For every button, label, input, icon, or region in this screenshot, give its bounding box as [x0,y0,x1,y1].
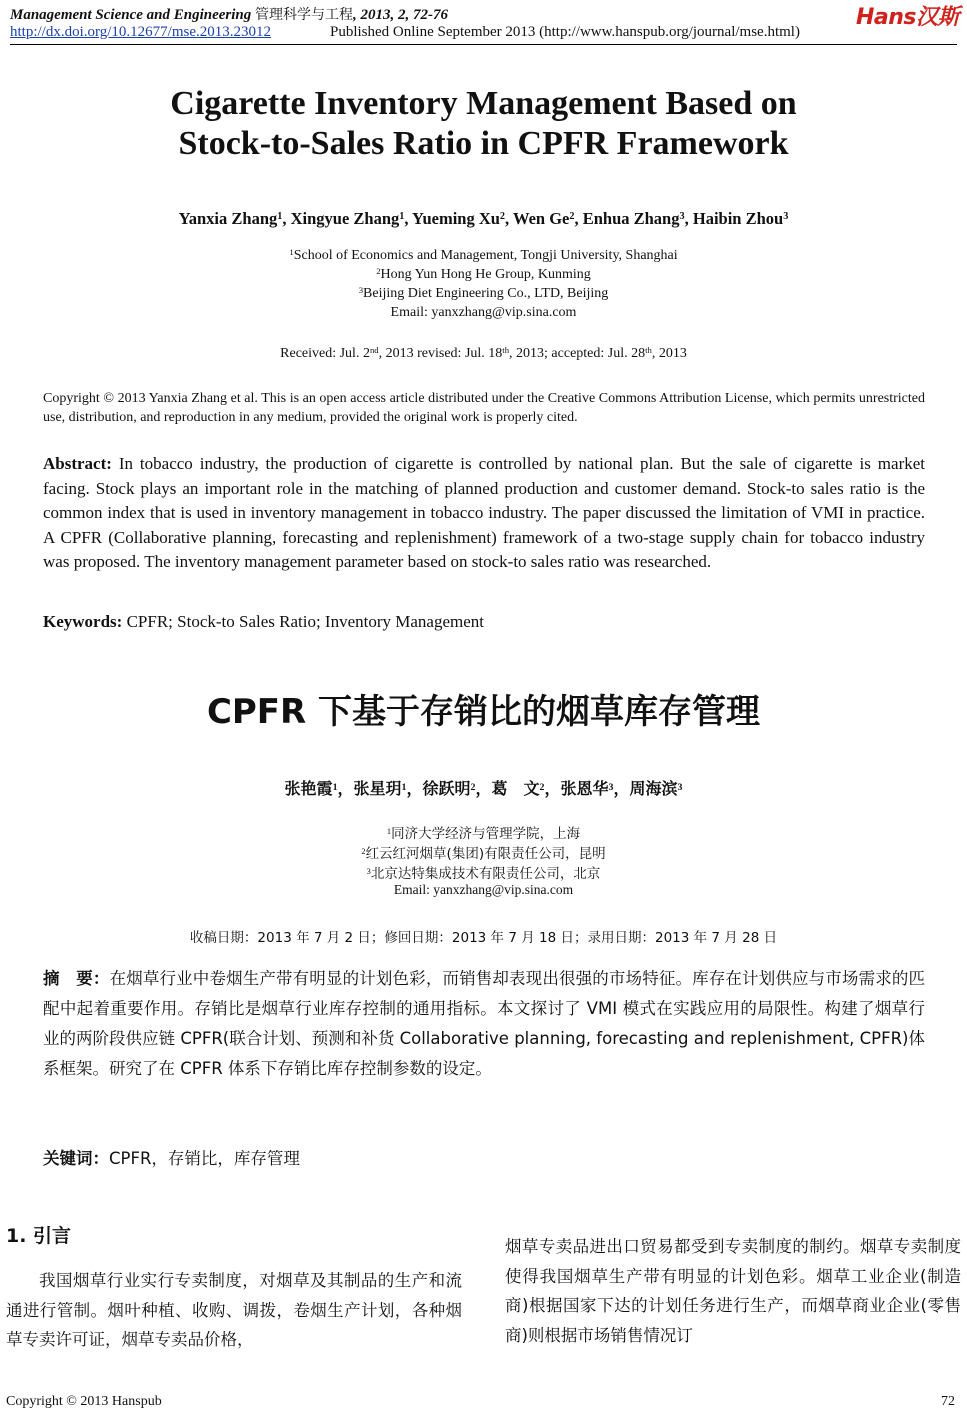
keywords-cn [43,1145,300,1169]
affiliation-en: $^3$Beijing Diet Engineering Co., LTD, Beijing [358,285,609,301]
paper-title-en: Cigarette Inventory Management Based on Stock-to-Sales Ratio in CPFR Framework [170,85,797,162]
keywords-label-cn: 关键词： [43,1149,109,1168]
journal-name-cn: 管理科学与工程 [255,7,354,23]
author: Yueming Xu [412,209,500,228]
author: 张星玥 [353,779,402,798]
authors-en: Yanxia Zhang$^1$, Xingyue Zhang$^1$, Yueming Xu$^2$, Wen Ge$^2$, Enhua Zhang$^3$, Haibin Zhou$^3$ [178,209,789,228]
footer-copyright: Copyright © 2013 Hanspub [6,1394,162,1409]
page-number: 72 [941,1394,955,1409]
body-column-left: 我国烟草行业实行专卖制度，对烟草及其制品的生产和流通进行管制。烟叶种植、收购、调拨，卷烟生产计划，各种烟草专卖许可证，烟草专卖品价格， [6,1271,462,1349]
journal-name: Management Science and Engineering [10,7,252,23]
publisher-logo: Hans汉斯 [855,5,959,30]
author: Yanxia Zhang [178,209,278,228]
keywords-text-cn: CPFR，存销比，库存管理 [109,1149,300,1168]
published-online: Published Online September 2013 (http://www.hanspub.org/journal/mse.html) [330,24,800,40]
volume-info: , 2013, 2, 72-76 [353,7,449,23]
abstract-text: In tobacco industry, the production of cigarette is controlled by national plan. But the sale of cigarette is market facing. Stock plays an important role in the matching of planned production and customer demand. Stock-to sales ratio is the common index that is used in inventory management in tobacco industry. The paper discussed the limitation of VMI in practice. A CPFR (Collaborative planning, forecasting and replenishment) framework of a two-stage supply chain for tobacco industry was proposed. The inventory management parameter based on stock-to sales ratio was researched. [43,454,925,571]
abstract-label: Abstract: [43,454,112,473]
doi-link[interactable]: http://dx.doi.org/10.12677/mse.2013.23012 [10,24,271,40]
author: Xingyue Zhang [290,209,400,228]
email-en: Email: yanxzhang@vip.sina.com [390,305,577,320]
author: 周海滨 [629,779,678,798]
abstract-en [43,452,925,575]
author: Enhua Zhang [582,209,680,228]
paper-title-cn: CPFR 下基于存销比的烟草库存管理 [206,692,761,732]
section-heading: 1. 引言 [6,1225,72,1247]
authors-cn: 张艳霞$^1$，张星玥$^1$，徐跃明$^2$，葛 文$^2$，张恩华$^3$，周海滨$^3$ [284,779,683,798]
keywords-label: Keywords: [43,612,123,631]
affiliation-cn: $^2$红云红河烟草(集团)有限责任公司，昆明 [361,846,606,862]
copyright-notice: Copyright © 2013 Yanxia Zhang et al. This is an open access article distributed under the Creative Commons Attribution License, which permits unrestricted use, distribution, and reproduction in any medium, provided the original work is properly cited. [43,391,925,425]
abstract-label-cn: 摘 要： [43,969,110,988]
author: 张恩华 [560,779,609,798]
affiliation-cn: $^1$同济大学经济与管理学院，上海 [386,826,581,842]
affiliation-en: $^2$Hong Yun Hong He Group, Kunming [376,266,591,282]
author: 葛 文 [491,779,540,798]
body-column-right: 烟草专卖品进出口贸易都受到专卖制度的制约。烟草专卖制度使得我国烟草生产带有明显的计划色彩。烟草工业企业(制造商)根据国家下达的计划任务进行生产，而烟草商业企业(零售商)则根据市场销售情况订 [505,1237,961,1345]
abstract-text-cn: 在烟草行业中卷烟生产带有明显的计划色彩，而销售却表现出很强的市场特征。库存在计划供应与市场需求的匹配中起着重要作用。存销比是烟草行业库存控制的通用指标。本文探讨了 VMI 模式在实践应用的局限性。构建了烟草行业的两阶段供应链 CPFR(联合计划、预测和补货 Collaborative planning, forecasting and replenishment, CPFR)体系框架。研究了在 CPFR 体系下存销比库存控制参数的设定。 [43,969,926,1078]
journal-header [10,4,448,24]
affiliation-en: $^1$School of Economics and Management, Tongji University, Shanghai [289,247,678,263]
keywords-text: CPFR; Stock-to Sales Ratio; Inventory Management [122,612,485,631]
dates-en: Received: Jul. 2nd, 2013 revised: Jul. 18th, 2013; accepted: Jul. 28th, 2013 [280,345,687,361]
affiliation-cn: $^3$北京达特集成技术有限责任公司，北京 [366,866,601,882]
email-cn: Email: yanxzhang@vip.sina.com [393,882,574,897]
author: Wen Ge [512,209,570,228]
author: 张艳霞 [284,779,333,798]
header-divider [10,44,957,45]
keywords-en [43,612,484,632]
dates-cn: 收稿日期：2013 年 7 月 2 日；修回日期：2013 年 7 月 18 日；录用日期：2013 年 7 月 28 日 [189,930,778,946]
author: 徐跃明 [422,779,471,798]
author: Haibin Zhou [692,209,784,228]
abstract-cn [43,964,925,1084]
